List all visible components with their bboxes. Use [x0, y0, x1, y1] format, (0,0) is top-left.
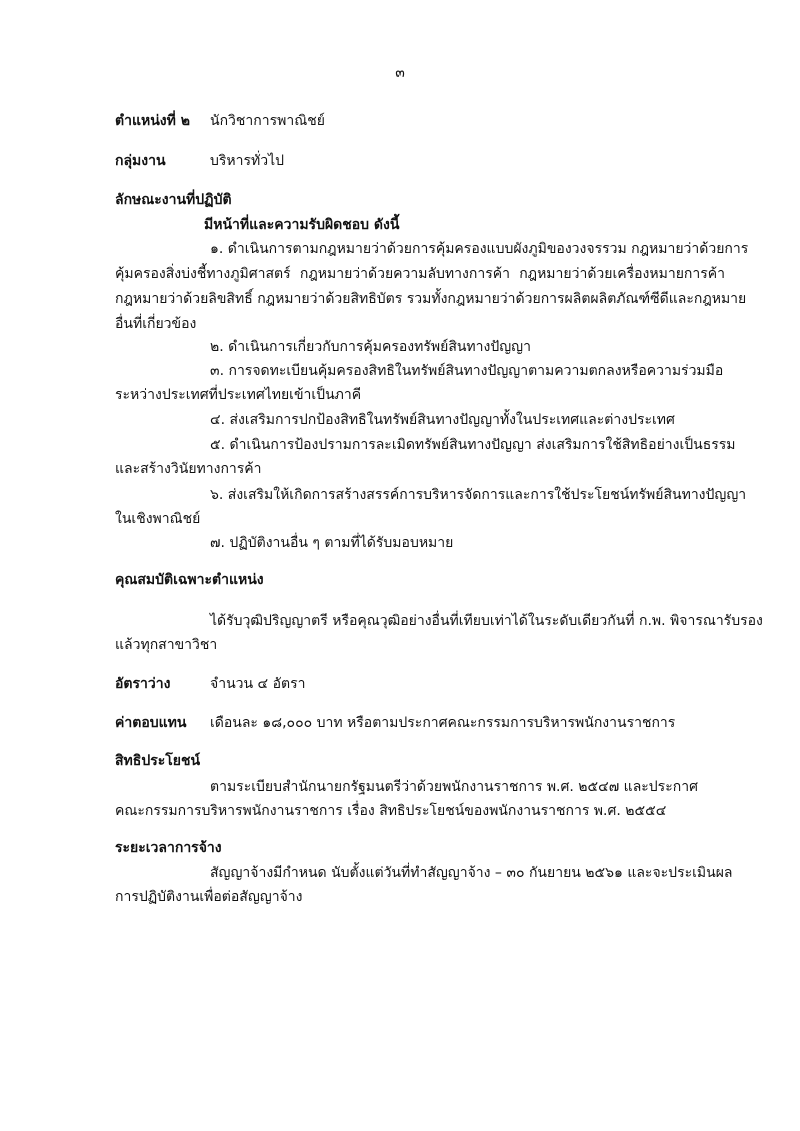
duty-item-7: ๗. ปฏิบัติงานอื่น ๆ ตามที่ได้รับมอบหมาย	[210, 535, 454, 551]
duty-item-2: ๒. ดำเนินการเกี่ยวกับการคุ้มครองทรัพย์สินทางปัญญา	[210, 339, 531, 355]
job-description-heading: ลักษณะงานที่ปฏิบัติ	[115, 192, 232, 208]
duration-line-1: สัญญาจ้างมีกำหนด นับตั้งแต่วันที่ทำสัญญาจ้าง – ๓๐ กันยายน ๒๕๖๑ และจะประเมินผล	[210, 865, 733, 881]
job-description-intro: มีหน้าที่และความรับผิดชอบ ดังนี้	[204, 217, 400, 233]
duty-item-4: ๔. ส่งเสริมการปกป้องสิทธิในทรัพย์สินทางปัญญาทั้งในประเทศและต่างประเทศ	[210, 412, 675, 428]
duration-line-2: การปฏิบัติงานเพื่อต่อสัญญาจ้าง	[115, 889, 303, 905]
qualifications-line-1: ได้รับวุฒิปริญญาตรี หรือคุณวุฒิอย่างอื่นที่เทียบเท่าได้ในระดับเดียวกันที่ ก.พ. พิจารณารับรอง	[210, 613, 763, 629]
duty-item-6-line-1: ๖. ส่งเสริมให้เกิดการสร้างสรรค์การบริหารจัดการและการใช้ประโยชน์ทรัพย์สินทางปัญญา	[210, 487, 747, 503]
benefits-heading: สิทธิประโยชน์	[115, 753, 201, 769]
benefits-line-2: คณะกรรมการบริหารพนักงานราชการ เรื่อง สิทธิประโยชน์ของพนักงานราชการ พ.ศ. ๒๕๕๔	[115, 803, 667, 819]
position-label: ตำแหน่งที่ ๒	[115, 113, 190, 129]
duty-item-3-line-2: ระหว่างประเทศที่ประเทศไทยเข้าเป็นภาคี	[115, 387, 362, 403]
duty-item-6-line-2: ในเชิงพาณิชย์	[115, 511, 201, 527]
group-label: กลุ่มงาน	[115, 153, 166, 169]
group-value: บริหารทั่วไป	[210, 153, 285, 169]
duty-item-1-line-3: กฎหมายว่าด้วยลิขสิทธิ์ กฎหมายว่าด้วยสิทธิบัตร รวมทั้งกฎหมายว่าด้วยการผลิตผลิตภัณฑ์ซีดีและกฎหมาย	[115, 291, 747, 307]
duty-item-5-line-2: และสร้างวินัยทางการค้า	[115, 461, 262, 477]
qualifications-line-2: แล้วทุกสาขาวิชา	[115, 637, 218, 653]
page-number: ๓	[395, 65, 405, 81]
salary-value: เดือนละ ๑๘,๐๐๐ บาท หรือตามประกาศคณะกรรมการบริหารพนักงานราชการ	[210, 715, 676, 731]
vacancy-label: อัตราว่าง	[115, 676, 171, 692]
benefits-line-1: ตามระเบียบสำนักนายกรัฐมนตรีว่าด้วยพนักงานราชการ พ.ศ. ๒๕๔๗ และประกาศ	[210, 779, 698, 795]
duty-item-3-line-1: ๓. การจดทะเบียนคุ้มครองสิทธิในทรัพย์สินทางปัญญาตามความตกลงหรือความร่วมมือ	[210, 363, 724, 379]
salary-label: ค่าตอบแทน	[115, 715, 187, 731]
duty-item-1-line-4: อื่นที่เกี่ยวข้อง	[115, 316, 197, 332]
duty-item-1-line-1: ๑. ดำเนินการตามกฎหมายว่าด้วยการคุ้มครองแบบผังภูมิของวงจรรวม กฎหมายว่าด้วยการ	[210, 241, 749, 257]
vacancy-value: จำนวน ๔ อัตรา	[210, 676, 306, 692]
duration-heading: ระยะเวลาการจ้าง	[115, 840, 222, 856]
duty-item-5-line-1: ๕. ดำเนินการป้องปรามการละเมิดทรัพย์สินทางปัญญา ส่งเสริมการใช้สิทธิอย่างเป็นธรรม	[210, 437, 736, 453]
position-value: นักวิชาการพาณิชย์	[210, 113, 325, 129]
qualifications-heading: คุณสมบัติเฉพาะตำแหน่ง	[115, 572, 264, 588]
duty-item-1-line-2: คุ้มครองสิ่งบ่งชี้ทางภูมิศาสตร์ กฎหมายว่าด้วยความลับทางการค้า กฎหมายว่าด้วยเครื่องหมายการค้า	[115, 266, 725, 282]
